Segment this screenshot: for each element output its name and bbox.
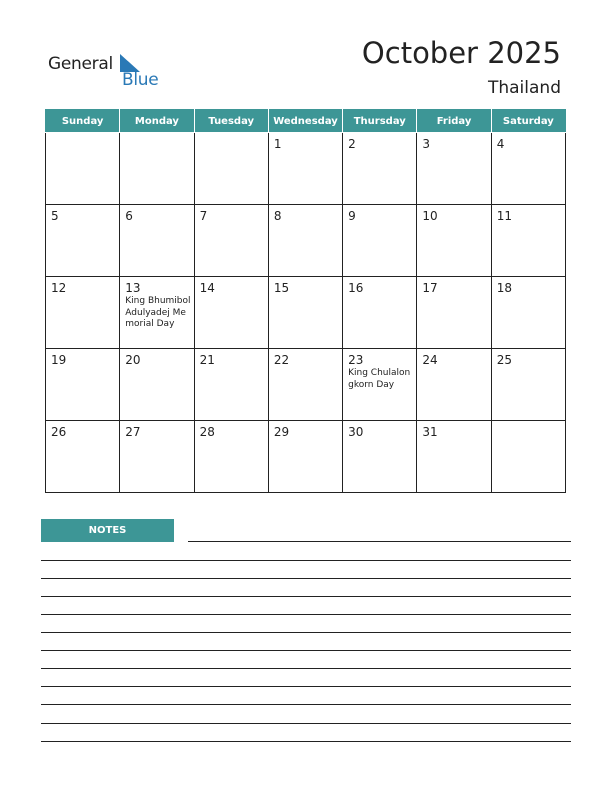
day-number: 25: [496, 353, 512, 367]
day-cell: [120, 349, 194, 421]
day-cell: [120, 421, 194, 493]
day-number: 18: [496, 281, 512, 295]
day-cell: [194, 133, 268, 205]
day-cell: [268, 349, 342, 421]
day-cell: [491, 133, 565, 205]
day-number: 16: [348, 281, 364, 295]
day-cell: [491, 277, 565, 349]
weekday-header-row: [46, 110, 566, 133]
day-number: 22: [273, 353, 290, 367]
day-number: 1: [273, 137, 282, 151]
day-number: 31: [422, 425, 438, 439]
day-cell: [46, 277, 120, 349]
note-line: [188, 541, 571, 542]
note-line: [41, 632, 571, 633]
day-number: 5: [51, 209, 59, 223]
day-cell: [417, 349, 491, 421]
weekday-header-monday: Monday: [120, 110, 194, 133]
day-number: 30: [348, 425, 364, 439]
day-cell: [268, 277, 342, 349]
holiday-label: King Bhumibol Adulyadej Memorial Day: [125, 296, 191, 329]
day-number: 29: [273, 425, 290, 439]
day-number: 17: [422, 281, 438, 295]
day-number: 28: [199, 425, 215, 439]
day-number: 27: [125, 425, 141, 439]
week-row: [46, 349, 566, 421]
weekday-header-thursday: Thursday: [343, 110, 417, 133]
note-line: [41, 614, 571, 615]
day-number: 7: [199, 209, 208, 223]
day-number: 10: [422, 209, 438, 223]
holiday-label: King Chulalongkorn Day: [348, 368, 411, 390]
day-cell: [417, 205, 491, 277]
day-cell: [491, 421, 565, 493]
day-number: 2: [348, 137, 356, 151]
day-cell: [46, 421, 120, 493]
day-cell: [343, 133, 417, 205]
note-line: [41, 578, 571, 579]
day-cell: [417, 421, 491, 493]
day-cell: [417, 277, 491, 349]
day-number: 8: [273, 209, 282, 223]
day-number: 20: [125, 353, 141, 367]
weekday-header-saturday: Saturday: [491, 110, 565, 133]
note-line: [41, 668, 571, 669]
page-title: October 2025: [361, 36, 561, 70]
day-cell: [343, 349, 417, 421]
calendar-grid: [45, 109, 566, 493]
weekday-header-sunday: Sunday: [46, 110, 120, 133]
day-cell: [194, 277, 268, 349]
day-cell: [120, 277, 194, 349]
week-row: [46, 421, 566, 493]
country-label: Thailand: [487, 78, 561, 98]
day-cell: [46, 349, 120, 421]
day-cell: [343, 277, 417, 349]
day-number: 26: [51, 425, 67, 439]
note-line: [41, 686, 571, 687]
day-cell: [343, 421, 417, 493]
notes-label: NOTES: [41, 519, 174, 542]
day-cell: [194, 421, 268, 493]
weekday-header-wednesday: Wednesday: [268, 110, 342, 133]
day-cell: [268, 205, 342, 277]
day-number: 21: [199, 353, 215, 367]
day-number: 15: [273, 281, 290, 295]
day-number: 24: [422, 353, 438, 367]
weekday-header-friday: Friday: [417, 110, 491, 133]
day-number: 3: [422, 137, 431, 151]
day-cell: [194, 205, 268, 277]
day-number: 9: [348, 209, 356, 223]
weekday-header-tuesday: Tuesday: [194, 110, 268, 133]
calendar-body: [46, 133, 566, 493]
logo: [48, 52, 158, 92]
day-cell: [343, 205, 417, 277]
day-cell: [46, 205, 120, 277]
week-row: [46, 133, 566, 205]
logo-word-blue: Blue: [122, 70, 159, 90]
day-number: 14: [199, 281, 215, 295]
note-line: [41, 704, 571, 705]
day-number: 23: [348, 353, 364, 367]
note-line: [41, 650, 571, 651]
day-number: 6: [125, 209, 133, 223]
day-cell: [46, 133, 120, 205]
day-cell: [491, 349, 565, 421]
note-line: [41, 723, 571, 724]
day-cell: [194, 349, 268, 421]
day-number: 12: [51, 281, 67, 295]
logo-word-general: General: [48, 54, 113, 74]
week-row: [46, 205, 566, 277]
day-cell: [417, 133, 491, 205]
day-cell: [120, 133, 194, 205]
week-row: [46, 277, 566, 349]
note-line: [41, 560, 571, 561]
day-number: 13: [125, 281, 141, 295]
day-cell: [491, 205, 565, 277]
day-cell: [120, 205, 194, 277]
day-number: 11: [496, 209, 512, 223]
day-cell: [268, 421, 342, 493]
note-line: [41, 596, 571, 597]
day-cell: [268, 133, 342, 205]
day-number: 4: [496, 137, 505, 151]
day-number: 19: [51, 353, 67, 367]
note-line: [41, 741, 571, 742]
